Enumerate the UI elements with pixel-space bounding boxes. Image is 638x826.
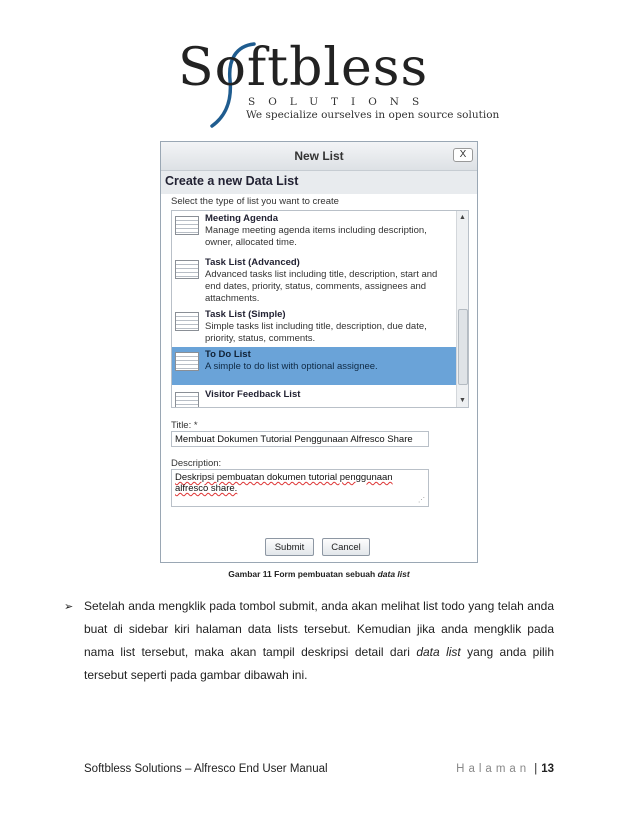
caption-prefix: Gambar 11 Form pembuatan sebuah <box>228 569 378 579</box>
list-item-desc: Advanced tasks list including title, description, start and end dates, priority, status, comments, assignees and attachments. <box>205 269 438 304</box>
list-item-desc: Manage meeting agenda items including description, owner, allocated time. <box>205 225 427 248</box>
description-textarea[interactable] <box>171 469 429 507</box>
title-label: Title: * <box>171 420 198 431</box>
resize-handle-icon[interactable]: ⋰ <box>418 497 425 504</box>
list-item-task-list-advanced[interactable] <box>172 255 456 307</box>
arrow-bullet-icon: ➢ <box>64 601 74 613</box>
close-icon[interactable]: X <box>453 148 473 162</box>
list-item-title: Meeting Agenda <box>205 213 279 224</box>
paragraph-part1: Setelah anda mengklik pada tombol submit, anda akan melihat list todo yang telah anda buat di sidebar kiri halaman data lists tersebut. Kemudian jika anda mengklik pada nama list tersebut, maka akan tampil deskripsi detail dari <box>84 599 554 659</box>
list-icon <box>175 312 199 331</box>
scroll-up-icon[interactable]: ▲ <box>459 214 466 221</box>
list-icon <box>175 216 199 235</box>
list-icon <box>175 352 199 371</box>
new-list-dialog <box>160 141 478 563</box>
list-icon <box>175 392 199 408</box>
paragraph-part2: yang anda pilih tersebut seperti pada gambar dibawah ini. <box>84 645 554 682</box>
submit-button[interactable]: Submit <box>265 538 314 556</box>
list-item-desc: A simple to do list with optional assignee. <box>205 361 378 372</box>
list-item-title: Task List (Simple) <box>205 309 286 320</box>
body-paragraph <box>64 595 554 687</box>
list-item-desc: Simple tasks list including title, description, due date, priority, status, comments. <box>205 321 427 344</box>
softbless-logo <box>178 38 500 128</box>
list-item-title: To Do List <box>205 349 251 360</box>
list-item-to-do-list[interactable] <box>172 347 456 385</box>
list-item-task-list-simple[interactable] <box>172 307 456 347</box>
scrollbar-thumb[interactable] <box>458 309 468 385</box>
footer-title: Softbless Solutions – Alfresco End User Manual <box>84 763 328 775</box>
cancel-button[interactable]: Cancel <box>322 538 370 556</box>
dialog-header: Create a new Data List <box>165 174 299 188</box>
dialog-body <box>161 194 477 562</box>
logo-wordmark: Softbless <box>178 38 429 98</box>
figure-caption <box>0 569 638 579</box>
list-item-title: Task List (Advanced) <box>205 257 300 268</box>
scroll-down-icon[interactable]: ▼ <box>459 397 466 404</box>
list-type-listbox[interactable] <box>171 210 469 408</box>
list-icon <box>175 260 199 279</box>
footer-page <box>456 763 554 775</box>
dialog-titlebar <box>161 142 477 171</box>
paragraph-emphasis: data list <box>416 645 461 659</box>
title-input[interactable]: Membuat Dokumen Tutorial Penggunaan Alfresco Share <box>171 431 429 447</box>
logo-tagline: We specialize ourselves in open source solution <box>246 109 500 121</box>
logo-solutions-text: SOLUTIONS <box>248 96 433 108</box>
select-type-label: Select the type of list you want to create <box>171 196 339 207</box>
listbox-scrollbar[interactable] <box>456 211 468 407</box>
caption-emphasis: data list <box>377 569 410 579</box>
description-label: Description: <box>171 458 222 469</box>
list-item-meeting-agenda[interactable] <box>172 211 456 255</box>
description-text: Deskripsi pembuatan dokumen tutorial penggunaan alfresco share. <box>175 472 393 494</box>
dialog-title: New List <box>294 149 344 163</box>
footer-halaman: Halaman <box>456 763 531 775</box>
footer-separator: | <box>534 763 538 775</box>
list-item-visitor-feedback[interactable] <box>172 387 456 408</box>
page-number: 13 <box>541 763 554 775</box>
list-item-title: Visitor Feedback List <box>205 389 301 400</box>
